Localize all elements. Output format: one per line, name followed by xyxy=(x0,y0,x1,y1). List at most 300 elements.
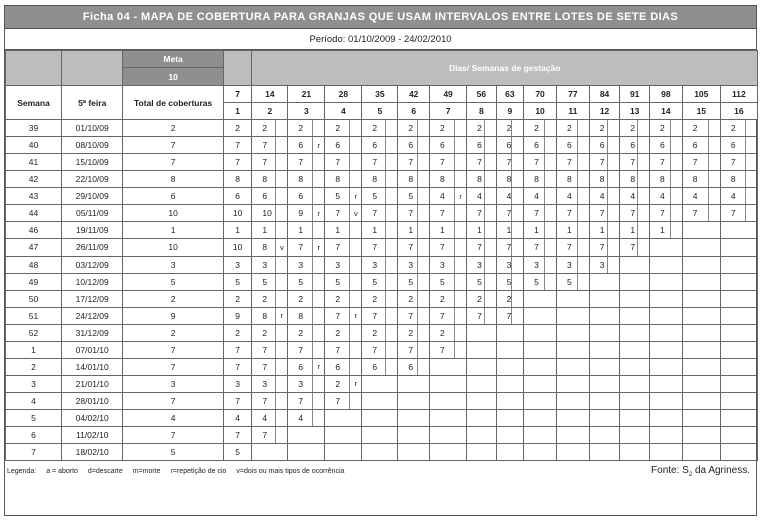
occurrence-code xyxy=(511,120,523,136)
occurrence-code xyxy=(454,308,466,324)
table-row xyxy=(6,154,758,171)
gestation-cell xyxy=(524,120,557,137)
gestation-count: 7 xyxy=(630,208,636,219)
gestation-count: 3 xyxy=(566,259,572,270)
gestation-cell xyxy=(288,324,325,341)
gestation-cell-content xyxy=(683,137,720,153)
week-header: 3 xyxy=(288,103,325,120)
gestation-cell xyxy=(288,239,325,256)
date-cell: 19/11/09 xyxy=(62,222,123,239)
gestation-cell-content xyxy=(398,137,429,153)
gestation-cell xyxy=(720,239,757,256)
gestation-count: 6 xyxy=(408,361,414,372)
gestation-count: 8 xyxy=(372,174,378,185)
gestation-count: 7 xyxy=(659,208,665,219)
gestation-count: 6 xyxy=(692,140,698,151)
gestation-cell xyxy=(252,171,288,188)
occurrence-code xyxy=(349,393,361,409)
gestation-count: 8 xyxy=(335,174,341,185)
occurrence-code xyxy=(349,137,361,153)
occurrence-code xyxy=(349,325,361,341)
gestation-count: 7 xyxy=(335,395,341,406)
gestation-count: 7 xyxy=(440,344,445,355)
gestation-count: 7 xyxy=(692,208,698,219)
occurrence-code xyxy=(511,171,523,187)
occurrence-code xyxy=(417,188,429,204)
occurrence-code xyxy=(484,222,496,238)
gestation-cell xyxy=(524,188,557,205)
occurrence-code xyxy=(454,154,466,170)
week-header: 8 xyxy=(467,103,497,120)
gestation-cell xyxy=(589,341,620,358)
gestation-cell-content xyxy=(497,154,523,170)
occurrence-code xyxy=(312,154,324,170)
gestation-cell-content xyxy=(325,257,361,273)
gestation-cell-content xyxy=(467,205,496,221)
gestation-cell xyxy=(682,375,720,392)
occurrence-code xyxy=(454,137,466,153)
gestation-cell xyxy=(288,205,325,222)
gestation-cell xyxy=(589,188,620,205)
table-row xyxy=(6,239,758,256)
total-cell: 5 xyxy=(123,444,223,461)
occurrence-code xyxy=(275,410,287,426)
coverage-table xyxy=(5,50,758,461)
gestation-cell-content xyxy=(721,120,757,136)
occurrence-code xyxy=(745,154,757,170)
gestation-count: 9 xyxy=(298,208,304,219)
gestation-cell xyxy=(556,137,589,154)
gestation-cell xyxy=(620,137,650,154)
gestation-cell-content xyxy=(590,188,620,204)
gestation-cell-content xyxy=(590,137,620,153)
occurrence-code xyxy=(275,325,287,341)
gestation-cell-content xyxy=(497,171,523,187)
occurrence-code xyxy=(607,120,619,136)
gestation-cell xyxy=(325,239,362,256)
occurrence-code: v xyxy=(275,239,287,255)
day-header: 77 xyxy=(556,86,589,103)
gestation-cell xyxy=(288,409,325,426)
gestation-cell xyxy=(252,409,288,426)
gestation-count: 3 xyxy=(506,259,512,270)
gestation-cell-content xyxy=(362,359,397,375)
gestation-cell-content xyxy=(252,120,287,136)
gestation-cell xyxy=(524,239,557,256)
gestation-cell xyxy=(620,188,650,205)
gestation-cell-content xyxy=(683,205,720,221)
gestation-cell-content xyxy=(430,222,466,238)
occurrence-code xyxy=(607,154,619,170)
gestation-cell-content xyxy=(398,257,429,273)
gestation-cell-content xyxy=(398,274,429,290)
total-cell: 6 xyxy=(123,188,223,205)
occurrence-code xyxy=(637,222,649,238)
gestation-count: 5 xyxy=(335,276,341,287)
occurrence-code xyxy=(637,137,649,153)
occurrence-code xyxy=(349,120,361,136)
gestation-cell xyxy=(720,256,757,273)
gestation-cell xyxy=(252,154,288,171)
gestation-count: 7 xyxy=(730,157,736,168)
gestation-cell xyxy=(430,171,467,188)
gestation-count: 1 xyxy=(659,225,665,236)
gestation-cell xyxy=(398,120,430,137)
gestation-cell xyxy=(496,444,523,461)
gestation-cell xyxy=(649,409,682,426)
gestation-cell xyxy=(556,307,589,324)
date-cell: 31/12/09 xyxy=(62,324,123,341)
gestation-cell xyxy=(720,444,757,461)
gestation-cell-content xyxy=(288,120,324,136)
week-header: 12 xyxy=(589,103,620,120)
table-row xyxy=(6,273,758,290)
total-cell: 9 xyxy=(123,307,223,324)
occurrence-code xyxy=(454,291,466,307)
gestation-cell xyxy=(467,341,497,358)
gestation-cell xyxy=(720,341,757,358)
gestation-cell xyxy=(496,290,523,307)
gestation-cell-content xyxy=(288,308,324,324)
gestation-cell xyxy=(620,154,650,171)
table-row xyxy=(6,358,758,375)
gestation-cell xyxy=(524,392,557,409)
legend-label: Legenda: xyxy=(7,467,37,475)
gestation-cell xyxy=(398,188,430,205)
gestation-cell xyxy=(252,375,288,392)
gestation-count: 7 xyxy=(262,361,268,372)
gestation-cell xyxy=(556,171,589,188)
gestation-cell xyxy=(720,426,757,443)
gestation-count: 7 xyxy=(599,157,605,168)
occurrence-code xyxy=(275,257,287,273)
occurrence-code xyxy=(484,120,496,136)
gestation-count: 6 xyxy=(372,361,378,372)
gestation-cell xyxy=(649,239,682,256)
semana-cell: 7 xyxy=(6,444,62,461)
table-row xyxy=(6,290,758,307)
gestation-count: 7 xyxy=(440,208,445,219)
gestation-count: 5 xyxy=(335,191,341,202)
gestation-cell-content xyxy=(650,171,682,187)
gestation-cell: 1 xyxy=(223,222,252,239)
date-cell: 04/02/10 xyxy=(62,409,123,426)
occurrence-code xyxy=(417,325,429,341)
occurrence-code xyxy=(607,137,619,153)
gestation-cell: 3 xyxy=(223,256,252,273)
occurrence-code xyxy=(385,291,397,307)
occurrence-code xyxy=(577,274,589,290)
gestation-count: 2 xyxy=(372,293,378,304)
gestation-cell xyxy=(398,392,430,409)
semana-cell: 42 xyxy=(6,171,62,188)
gestation-cell xyxy=(556,154,589,171)
table-row xyxy=(6,120,758,137)
gestation-count: 7 xyxy=(372,310,378,321)
gestation-cell-content xyxy=(683,171,720,187)
occurrence-code xyxy=(484,274,496,290)
gestation-cell-content xyxy=(467,120,496,136)
gestation-cell-content xyxy=(721,154,757,170)
gestation-cell xyxy=(496,375,523,392)
gestation-cell-content xyxy=(497,274,523,290)
gestation-cell xyxy=(398,205,430,222)
occurrence-code xyxy=(349,154,361,170)
gestation-cell xyxy=(649,358,682,375)
occurrence-code xyxy=(417,257,429,273)
occurrence-code xyxy=(607,222,619,238)
gestation-cell-content xyxy=(362,274,397,290)
day-header: 14 xyxy=(252,86,288,103)
gestation-cell xyxy=(362,392,398,409)
occurrence-code xyxy=(577,257,589,273)
gestation-cell-content xyxy=(524,274,556,290)
gestation-cell xyxy=(720,392,757,409)
total-cell: 4 xyxy=(123,409,223,426)
gestation-cell xyxy=(496,324,523,341)
occurrence-code xyxy=(312,171,324,187)
col-header-total: Total de coberturas xyxy=(123,86,223,120)
gestation-cell xyxy=(556,290,589,307)
gestation-count: 7 xyxy=(730,208,736,219)
gestation-count: 4 xyxy=(692,191,698,202)
date-cell: 15/10/09 xyxy=(62,154,123,171)
gestation-cell xyxy=(430,358,467,375)
gestation-cell-content xyxy=(650,120,682,136)
semana-cell: 50 xyxy=(6,290,62,307)
gestation-cell xyxy=(288,273,325,290)
gestation-cell xyxy=(496,307,523,324)
semana-cell: 4 xyxy=(6,392,62,409)
gestation-cell xyxy=(524,324,557,341)
occurrence-code xyxy=(312,257,324,273)
gestation-cell-content xyxy=(620,120,649,136)
gestation-cell xyxy=(620,358,650,375)
gestation-cell xyxy=(362,375,398,392)
day-header: 21 xyxy=(288,86,325,103)
gestation-cell-content xyxy=(288,205,324,221)
gestation-count: 2 xyxy=(408,293,414,304)
gestation-cell xyxy=(589,375,620,392)
gestation-cell xyxy=(682,290,720,307)
gestation-cell xyxy=(398,239,430,256)
day-header: 105 xyxy=(682,86,720,103)
gestation-cell xyxy=(252,358,288,375)
occurrence-code: r xyxy=(349,188,361,204)
gestation-cell xyxy=(682,307,720,324)
occurrence-code xyxy=(484,257,496,273)
gestation-cell xyxy=(398,273,430,290)
gestation-cell-content xyxy=(252,359,287,375)
gestation-cell-content xyxy=(467,274,496,290)
occurrence-code xyxy=(544,274,556,290)
total-cell: 2 xyxy=(123,324,223,341)
occurrence-code xyxy=(670,137,682,153)
gestation-cell-content xyxy=(325,205,361,221)
gestation-cell xyxy=(682,409,720,426)
occurrence-code xyxy=(275,291,287,307)
gestation-cell-content xyxy=(430,308,466,324)
gestation-cell-content xyxy=(524,222,556,238)
occurrence-code xyxy=(275,376,287,392)
occurrence-code xyxy=(275,154,287,170)
occurrence-code xyxy=(484,188,496,204)
gestation-cell xyxy=(430,392,467,409)
gestation-cell xyxy=(682,154,720,171)
gestation-cell xyxy=(620,444,650,461)
gestation-count: 2 xyxy=(298,327,304,338)
gestation-cell-content xyxy=(620,222,649,238)
gestation-cell-content xyxy=(590,120,620,136)
gestation-count: 6 xyxy=(298,191,304,202)
gestation-cell xyxy=(467,375,497,392)
gestation-cell xyxy=(362,120,398,137)
gestation-cell xyxy=(325,171,362,188)
gestation-cell xyxy=(620,341,650,358)
gestation-cell xyxy=(288,154,325,171)
gestation-count: 7 xyxy=(335,208,341,219)
occurrence-code xyxy=(670,222,682,238)
gestation-count: 6 xyxy=(372,140,378,151)
gestation-cell xyxy=(649,375,682,392)
occurrence-code: v xyxy=(349,205,361,221)
gestation-cell: 7 xyxy=(223,341,252,358)
gestation-cell xyxy=(649,290,682,307)
gestation-cell-content xyxy=(288,222,324,238)
occurrence-code xyxy=(454,342,466,358)
gestation-cell-content xyxy=(252,257,287,273)
gestation-cell: 7 xyxy=(223,137,252,154)
meta-value: 10 xyxy=(123,68,223,86)
gestation-count: 2 xyxy=(566,123,572,134)
semana-cell: 3 xyxy=(6,375,62,392)
gestation-cell xyxy=(589,358,620,375)
gestation-cell xyxy=(682,256,720,273)
gestation-cell xyxy=(720,273,757,290)
gestation-cell xyxy=(325,358,362,375)
total-cell: 7 xyxy=(123,392,223,409)
gestation-count: 2 xyxy=(335,123,341,134)
gestation-cell xyxy=(720,358,757,375)
gestation-count: 2 xyxy=(408,123,414,134)
gestation-count: 6 xyxy=(534,140,539,151)
occurrence-code xyxy=(312,410,324,426)
gestation-cell-content xyxy=(497,257,523,273)
gestation-cell xyxy=(288,375,325,392)
gestation-count: 7 xyxy=(477,242,482,253)
gestation-cell xyxy=(252,273,288,290)
legend-item: r=repetição de cio xyxy=(170,467,227,475)
gestation-count: 1 xyxy=(262,225,268,236)
gestation-cell xyxy=(252,341,288,358)
gestation-cell-content xyxy=(467,239,496,255)
occurrence-code xyxy=(577,222,589,238)
gestation-cell: 5 xyxy=(223,273,252,290)
gestation-cell: 8 xyxy=(223,171,252,188)
occurrence-code xyxy=(417,222,429,238)
gestation-cell xyxy=(362,290,398,307)
day-header: 98 xyxy=(649,86,682,103)
occurrence-code xyxy=(577,239,589,255)
gestation-cell xyxy=(589,324,620,341)
occurrence-code xyxy=(349,239,361,255)
occurrence-code xyxy=(454,257,466,273)
table-row xyxy=(6,171,758,188)
day-header: 112 xyxy=(720,86,757,103)
gestation-cell-content xyxy=(497,120,523,136)
occurrence-code: r xyxy=(312,205,324,221)
gestation-cell xyxy=(252,290,288,307)
gestation-count: 7 xyxy=(262,140,268,151)
gestation-cell xyxy=(649,341,682,358)
occurrence-code xyxy=(511,188,523,204)
occurrence-code xyxy=(454,325,466,341)
gestation-cell-content xyxy=(362,154,397,170)
occurrence-code xyxy=(745,120,757,136)
gestation-cell xyxy=(524,205,557,222)
date-cell: 17/12/09 xyxy=(62,290,123,307)
date-cell: 18/02/10 xyxy=(62,444,123,461)
gestation-cell xyxy=(362,205,398,222)
occurrence-code xyxy=(708,171,720,187)
gestation-count: 7 xyxy=(534,157,539,168)
gestation-count: 8 xyxy=(506,174,512,185)
gestation-cell xyxy=(720,171,757,188)
gestation-cell xyxy=(288,120,325,137)
semana-cell: 5 xyxy=(6,409,62,426)
semana-cell: 40 xyxy=(6,137,62,154)
total-cell: 10 xyxy=(123,239,223,256)
gestation-cell xyxy=(496,273,523,290)
total-cell: 7 xyxy=(123,137,223,154)
table-row xyxy=(6,426,758,443)
gestation-cell-content xyxy=(288,171,324,187)
gestation-cell-content xyxy=(620,239,649,255)
occurrence-code xyxy=(544,257,556,273)
occurrence-code xyxy=(544,239,556,255)
occurrence-code xyxy=(417,154,429,170)
gestation-cell xyxy=(430,324,467,341)
gestation-cell xyxy=(325,307,362,324)
gestation-count: 8 xyxy=(534,174,539,185)
occurrence-code xyxy=(349,274,361,290)
gestation-cell xyxy=(325,154,362,171)
gestation-cell xyxy=(252,137,288,154)
gestation-cell-content xyxy=(650,205,682,221)
gestation-cell-content xyxy=(288,291,324,307)
gestation-count: 6 xyxy=(408,140,414,151)
gestation-cell xyxy=(682,273,720,290)
date-cell: 21/01/10 xyxy=(62,375,123,392)
gestation-cell-content xyxy=(325,120,361,136)
gestation-cell xyxy=(362,256,398,273)
gestation-cell-content xyxy=(557,171,589,187)
occurrence-code xyxy=(484,205,496,221)
date-cell: 28/01/10 xyxy=(62,392,123,409)
gestation-count: 7 xyxy=(298,242,304,253)
date-cell: 26/11/09 xyxy=(62,239,123,256)
gestation-cell: 9 xyxy=(223,307,252,324)
occurrence-code xyxy=(637,205,649,221)
gestation-cell xyxy=(649,137,682,154)
gestation-cell: 2 xyxy=(223,324,252,341)
gestation-count: 2 xyxy=(408,327,414,338)
gestation-cell-content xyxy=(430,239,466,255)
gestation-cell-content xyxy=(325,359,361,375)
week-header: 6 xyxy=(398,103,430,120)
gestation-cell xyxy=(649,444,682,461)
semana-cell: 47 xyxy=(6,239,62,256)
